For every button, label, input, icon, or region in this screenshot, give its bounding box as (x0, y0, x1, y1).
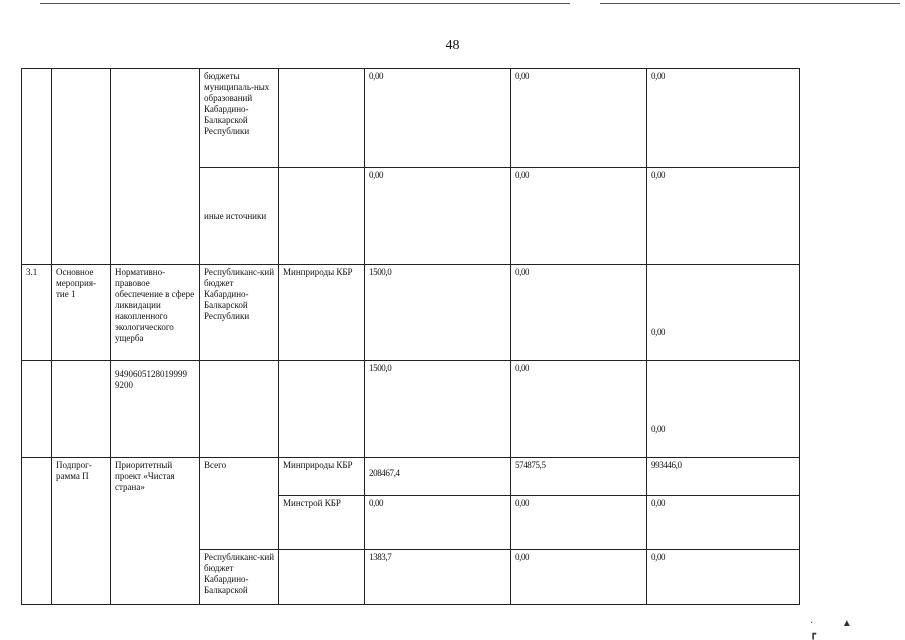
value-cell: 0,00 (511, 265, 647, 361)
budget-table (21, 68, 800, 605)
scan-mark: · (810, 618, 814, 629)
funding-source-cell: бюджеты муниципаль-ных образований Кабардино-Балкарской Республики (200, 69, 279, 168)
name-cell: Нормативно-правовое обеспечение в сфере ликвидации накопленного экологического ущерба (111, 265, 200, 361)
code-cell (22, 361, 52, 458)
executor-cell (279, 550, 365, 605)
top-rule (40, 3, 570, 4)
value-cell: 0,00 (647, 361, 800, 458)
value-cell: 0,00 (511, 69, 647, 168)
code-cell: 3.1 (22, 265, 52, 361)
value-cell: 0,00 (647, 496, 800, 550)
value-cell: 1383,7 (365, 550, 511, 605)
executor-cell (279, 69, 365, 168)
value-cell: 574875,5 (511, 458, 647, 496)
code-cell (22, 69, 52, 265)
page-number: 48 (445, 38, 460, 53)
value-cell: 0,00 (365, 496, 511, 550)
status-cell: Подпрог-рамма П (52, 458, 111, 605)
kbk-code-cell: 9490605128019999 9200 (111, 361, 200, 458)
funding-source-cell: иные источники (200, 168, 279, 265)
funding-source-cell: Всего (200, 458, 279, 550)
value-cell: 208467,4 (365, 458, 511, 496)
code-cell (22, 458, 52, 605)
scan-mark: ┏ (810, 629, 817, 640)
table-row (22, 361, 800, 458)
value-cell: 0,00 (647, 69, 800, 168)
value-cell: 0,00 (511, 550, 647, 605)
funding-source-cell (200, 361, 279, 458)
status-cell (52, 361, 111, 458)
value-cell: 0,00 (647, 168, 800, 265)
name-cell: Приоритетный проект «Чистая страна» (111, 458, 200, 605)
executor-cell (279, 168, 365, 265)
status-cell: Основное мероприя-тие 1 (52, 265, 111, 361)
value-cell: 0,00 (511, 168, 647, 265)
value-cell: 0,00 (647, 550, 800, 605)
scan-marks (810, 618, 905, 640)
value-cell: 0,00 (647, 265, 800, 361)
funding-source-cell: Республиканс-кий бюджет Кабардино-Балкарской Республики (200, 265, 279, 361)
funding-source-cell: Республиканс-кий бюджет Кабардино-Балкарской (200, 550, 279, 605)
value-cell: 1500,0 (365, 265, 511, 361)
value-cell: 0,00 (511, 361, 647, 458)
table-row (22, 69, 800, 168)
name-cell (111, 69, 200, 265)
executor-cell: Минприроды КБР (279, 265, 365, 361)
value-cell: 993446,0 (647, 458, 800, 496)
value-cell: 0,00 (365, 168, 511, 265)
executor-cell: Минстрой КБР (279, 496, 365, 550)
value-cell: 0,00 (365, 69, 511, 168)
status-cell (52, 69, 111, 265)
table-row (22, 458, 800, 496)
table-row (22, 265, 800, 361)
executor-cell (279, 361, 365, 458)
top-rule (600, 3, 900, 4)
value-cell: 1500,0 (365, 361, 511, 458)
value-cell: 0,00 (511, 496, 647, 550)
scan-mark: ▲ (841, 618, 852, 629)
executor-cell: Минприроды КБР (279, 458, 365, 496)
